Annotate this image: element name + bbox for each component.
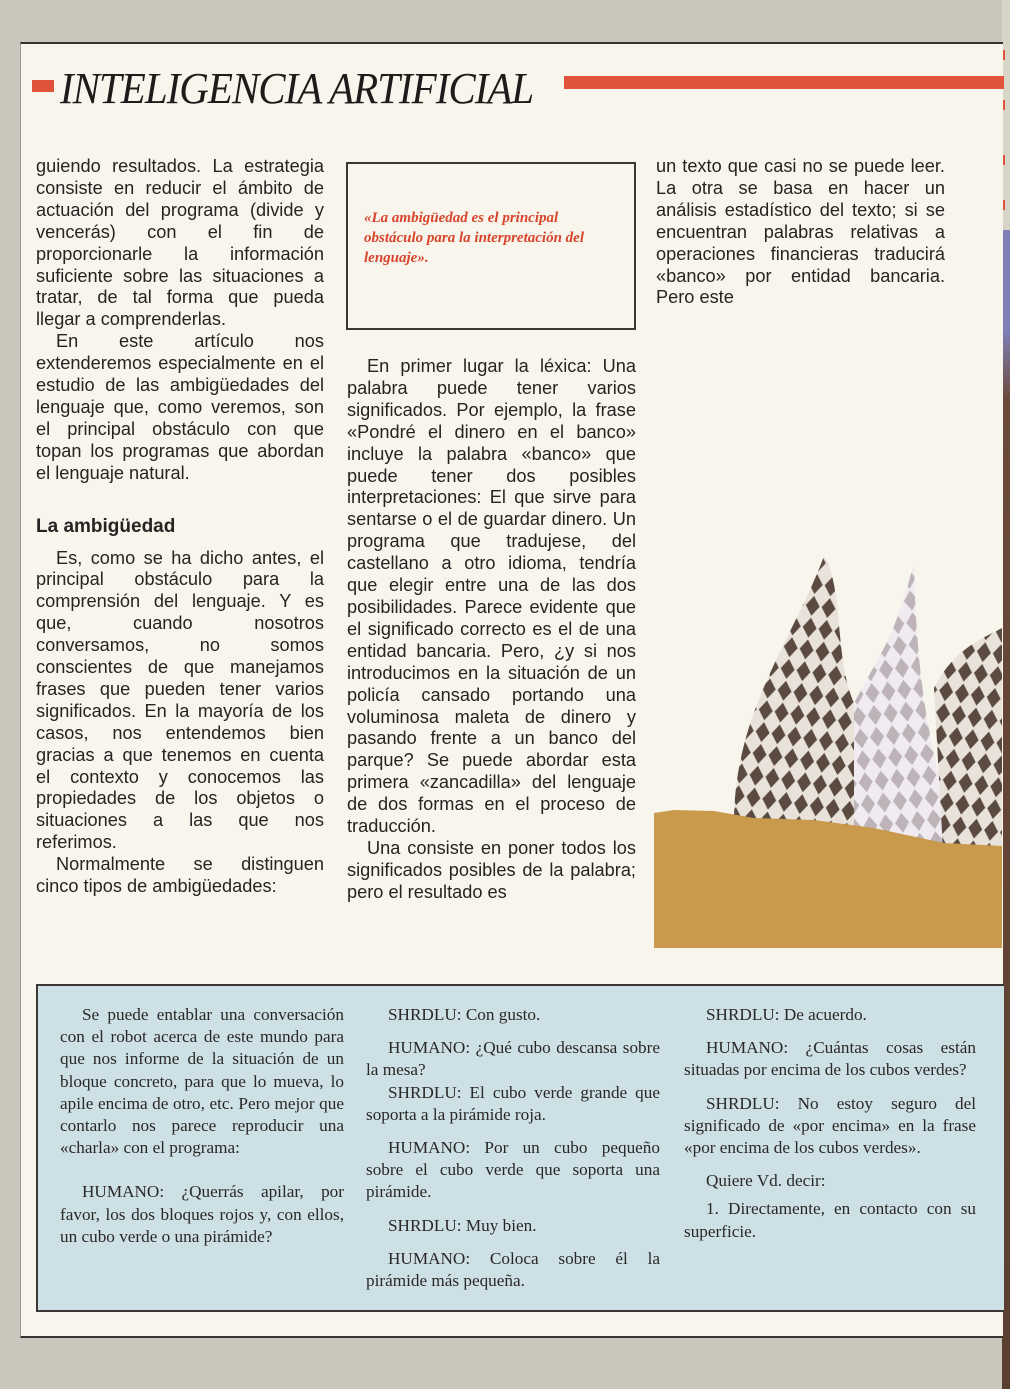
dialogue-line: HUMANO: ¿Querrás apilar, por favor, los dos bloques rojos y, con ellos, un cubo verde o una pirámide? — [60, 1182, 344, 1246]
dialogue-line: HUMANO: Coloca sobre él la pirámide más pequeña. — [366, 1248, 660, 1291]
illustration — [654, 528, 1002, 948]
dialogue-line: 1. Directamente, en contacto con su superficie. — [684, 1199, 976, 1241]
header-rule — [564, 76, 1004, 89]
sidebar-box — [36, 984, 1004, 1312]
paragraph: Una consiste en poner todos los significados posibles de la palabra; pero el resultado es — [347, 837, 636, 902]
dialogue-line: HUMANO: ¿Qué cubo descansa sobre la mesa? — [366, 1038, 660, 1080]
dialogue-line: Quiere Vd. decir: — [706, 1171, 826, 1191]
subheading: La ambigüedad — [36, 515, 176, 537]
dialogue-line: HUMANO: ¿Cuántas cosas están situadas por encima de los cubos verdes? — [684, 1038, 976, 1080]
paragraph: Normalmente se distinguen cinco tipos de ambigüedades: — [36, 854, 324, 897]
paragraph: En este artículo nos extenderemos especialmente en el estudio de las ambigüedades del lenguaje que, como veremos, son el principal obstáculo con que topan los programas que abordan el lenguaje natural. — [36, 331, 324, 483]
article-column-1 — [36, 156, 324, 898]
sidebar-paragraph: Se puede entablar una conversación con el robot acerca de este mundo para que nos informe de la situación de un bloque concreto, para que lo mueva, lo apile encima de otro, etc. Pero mejor que contarlo nos parece reproducir una «charla» con el programa: — [60, 1005, 344, 1158]
pull-quote-box — [346, 162, 636, 330]
header-bullet — [32, 80, 54, 92]
pull-quote: «La ambigüedad es el principal obstáculo para la interpretación del lenguaje». — [364, 210, 585, 266]
paragraph: guiendo resultados. La estrategia consiste en reducir el ámbito de actuación del programa (divide y vencerás) con el fin de proporcionarle la información suficiente sobre las situaciones a tratar, de tal forma que pueda llegar a comprenderlas. — [36, 156, 324, 330]
dialogue-line: SHRDLU: Con gusto. — [388, 1005, 541, 1024]
article-column-3 — [656, 156, 945, 309]
paragraph: Es, como se ha dicho antes, el principal obstáculo para la comprensión del lenguaje. Y es que, cuando nosotros conversamos, no somos conscientes de que manejamos frases que pueden tener varios significados. En la mayoría de los casos, nos entendemos bien gracias a que tenemos en cuenta el contexto y conocemos las propiedades de los objetos o situaciones a las que nos referimos. — [36, 547, 324, 853]
dialogue-line: HUMANO: Por un cubo pequeño sobre el cubo verde que soporta una pirámide. — [366, 1138, 660, 1202]
spire-left — [734, 556, 854, 858]
section-header — [32, 62, 1002, 112]
sidebar-column-3 — [684, 1004, 976, 1243]
spire-right — [934, 628, 1002, 873]
sidebar-column-2 — [366, 1004, 660, 1292]
dialogue-line: SHRDLU: El cubo verde grande que soporta a la pirámide roja. — [366, 1082, 660, 1124]
dialogue-line: SHRDLU: De acuerdo. — [706, 1005, 867, 1024]
dialogue-line: SHRDLU: Muy bien. — [388, 1215, 537, 1235]
section-title: INTELIGENCIA ARTIFICIAL — [60, 63, 534, 113]
article-column-2 — [347, 356, 636, 904]
sidebar-column-1 — [60, 1004, 344, 1248]
dialogue-line: SHRDLU: No estoy seguro del significado de «por encima» en la frase «por encima de los cubos verdes». — [684, 1093, 976, 1158]
paragraph: En primer lugar la léxica: Una palabra puede tener varios significados. Por ejemplo, la frase «Pondré el dinero en el banco» incluye la palabra «banco» que puede tener dos posibles interpretaciones: El que sirve para sentarse o el de guardar dinero. Un programa que tradujese, del castellano a otro idioma, tendría que elegir entre una de las dos posibilidades. Parece evidente que el significado correcto es el de una entidad bancaria. Pero, ¿y si nos introducimos en la situación de un policía cansado portando una voluminosa maleta de dinero y pasando frente a un banco del parque? Se puede abordar esta primera «zancadilla» del lenguaje de dos formas en el proceso de traducción. — [347, 356, 636, 837]
paragraph: un texto que casi no se puede leer. La otra se basa en hacer un análisis estadístico del texto; si se encuentran palabras relativas a operaciones financieras traducirá «banco» por entidad bancaria. Pero este — [656, 156, 945, 308]
